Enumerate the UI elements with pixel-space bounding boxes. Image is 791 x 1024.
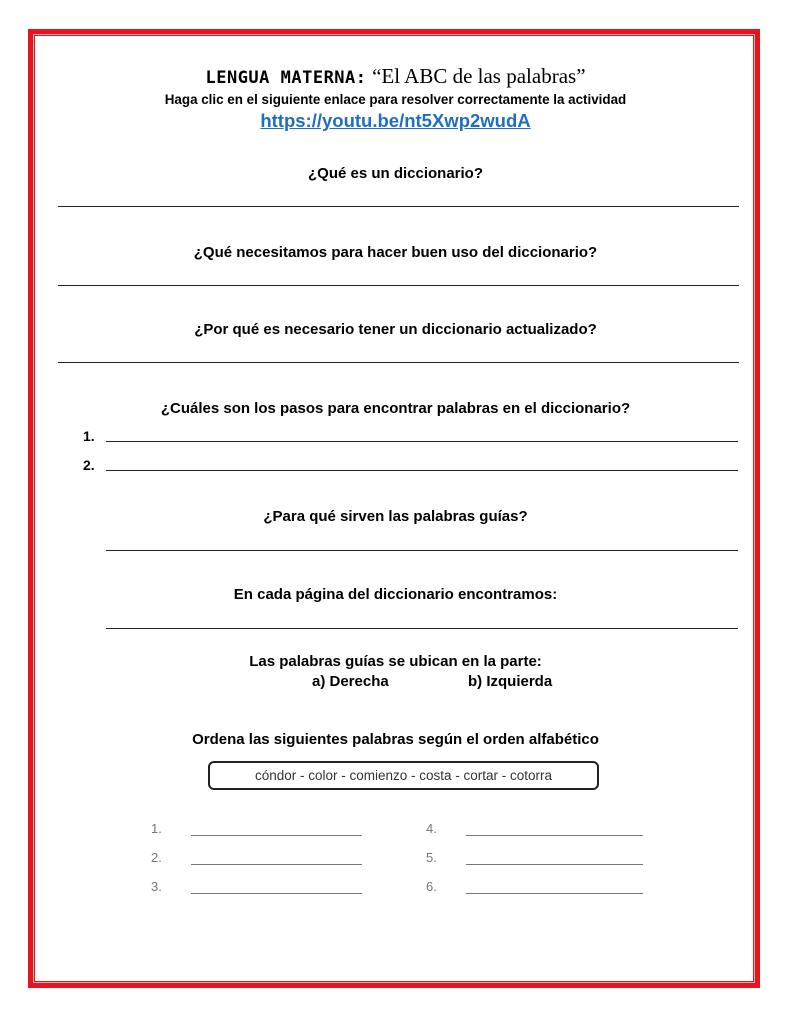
question-6: En cada página del diccionario encontramos:	[233, 586, 558, 603]
answer-line-3[interactable]	[58, 362, 739, 363]
option-izquierda[interactable]: b) Izquierda	[468, 673, 553, 690]
order-line-1[interactable]	[191, 835, 362, 836]
order-number-1: 1.	[151, 821, 162, 836]
question-2: ¿Qué necesitamos para hacer buen uso del diccionario?	[193, 244, 598, 261]
worksheet-title	[0, 64, 791, 90]
subject-label: LENGUA MATERNA:	[205, 68, 367, 88]
answer-line-1[interactable]	[58, 206, 739, 207]
order-number-2: 2.	[151, 850, 162, 865]
option-derecha[interactable]: a) Derecha	[312, 673, 389, 690]
title-text: “El ABC de las palabras”	[372, 64, 586, 88]
order-line-4[interactable]	[466, 835, 643, 836]
order-number-3: 3.	[151, 879, 162, 894]
order-number-4: 4.	[426, 821, 437, 836]
question-7: Las palabras guías se ubican en la parte:	[249, 653, 542, 670]
order-number-5: 5.	[426, 850, 437, 865]
question-1: ¿Qué es un diccionario?	[307, 165, 484, 182]
step-number-1: 1.	[83, 428, 95, 444]
word-list-box: cóndor - color - comienzo - costa - cortar - cotorra	[208, 761, 599, 790]
instruction-text: Haga clic en el siguiente enlace para resolver correctamente la actividad	[164, 92, 627, 107]
order-line-5[interactable]	[466, 864, 643, 865]
question-3: ¿Por qué es necesario tener un diccionario actualizado?	[194, 321, 597, 338]
order-line-2[interactable]	[191, 864, 362, 865]
step-answer-line-2[interactable]	[106, 470, 738, 471]
ordering-instruction: Ordena las siguientes palabras según el orden alfabético	[192, 731, 599, 748]
answer-line-6[interactable]	[106, 628, 738, 629]
step-number-2: 2.	[83, 457, 95, 473]
answer-line-5[interactable]	[106, 550, 738, 551]
order-line-6[interactable]	[466, 893, 643, 894]
video-link[interactable]: https://youtu.be/nt5Xwp2wudA	[260, 110, 531, 131]
step-answer-line-1[interactable]	[106, 441, 738, 442]
order-line-3[interactable]	[191, 893, 362, 894]
order-number-6: 6.	[426, 879, 437, 894]
question-4: ¿Cuáles son los pasos para encontrar palabras en el diccionario?	[160, 400, 631, 417]
answer-line-2[interactable]	[58, 285, 739, 286]
question-5: ¿Para qué sirven las palabras guías?	[263, 508, 528, 525]
